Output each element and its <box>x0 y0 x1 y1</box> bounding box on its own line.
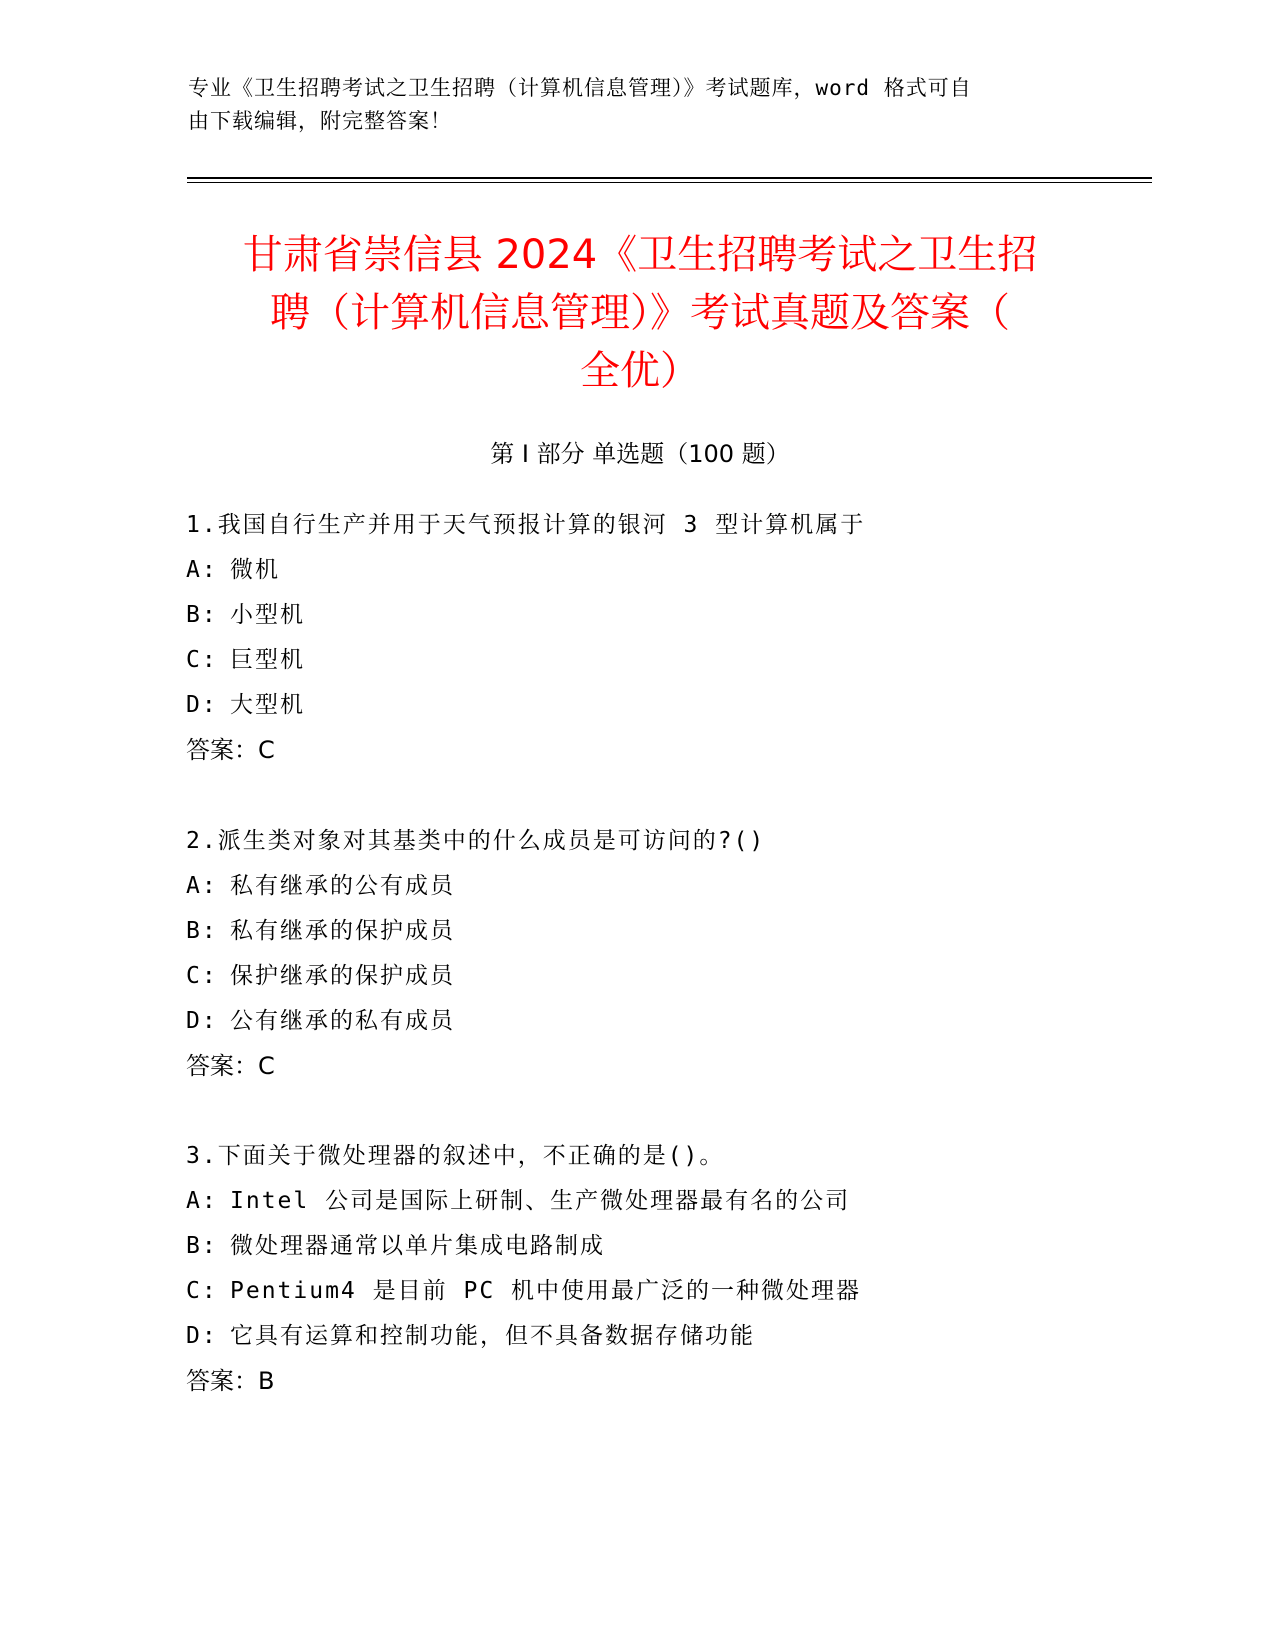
option-c <box>186 954 1186 999</box>
section-title: 第 I 部分 单选题（100 题） <box>490 440 790 468</box>
question-stem: 2.派生类对象对其基类中的什么成员是可访问的?() <box>186 828 766 854</box>
option-text: 私有继承的公有成员 <box>230 873 455 899</box>
option-a <box>186 1179 1186 1224</box>
option-label: D: <box>186 1008 218 1034</box>
document-title-line-1: 甘肃省崇信县 2024《卫生招聘考试之卫生招 <box>242 232 1038 278</box>
document-title-line-3: 全优） <box>580 348 700 394</box>
option-label: B: <box>186 918 218 944</box>
option-text: 大型机 <box>230 692 305 718</box>
option-label: C: <box>186 963 218 989</box>
question-3 <box>186 1134 1186 1404</box>
option-text: 它具有运算和控制功能，但不具备数据存储功能 <box>230 1323 755 1349</box>
option-b <box>186 593 1186 638</box>
option-label: D: <box>186 692 218 718</box>
header-note <box>188 72 1088 138</box>
question-2 <box>186 819 1186 1089</box>
option-c <box>186 638 1186 683</box>
option-label: B: <box>186 1233 218 1259</box>
answer: 答案：B <box>186 1367 275 1395</box>
document-title <box>180 226 1100 400</box>
header-rule-thin <box>187 182 1152 183</box>
option-text: 巨型机 <box>230 647 305 673</box>
answer: 答案：C <box>186 1052 275 1080</box>
option-c <box>186 1269 1186 1314</box>
header-rule-thick <box>187 177 1152 179</box>
option-a <box>186 864 1186 909</box>
question-stem: 3.下面关于微处理器的叙述中，不正确的是()。 <box>186 1143 725 1169</box>
option-text: 微机 <box>230 557 280 583</box>
option-label: B: <box>186 602 218 628</box>
option-d <box>186 1314 1186 1359</box>
question-stem: 1.我国自行生产并用于天气预报计算的银河 3 型计算机属于 <box>186 512 866 538</box>
answer: 答案：C <box>186 736 275 764</box>
question-1 <box>186 503 1186 773</box>
option-text: 保护继承的保护成员 <box>230 963 455 989</box>
option-label: C: <box>186 647 218 673</box>
option-label: A: <box>186 873 218 899</box>
option-label: A: <box>186 1188 218 1214</box>
option-text: 小型机 <box>230 602 305 628</box>
option-text: 公有继承的私有成员 <box>230 1008 455 1034</box>
document-title-line-2: 聘（计算机信息管理）》考试真题及答案（ <box>270 290 1010 336</box>
option-text: Intel 公司是国际上研制、生产微处理器最有名的公司 <box>230 1188 851 1214</box>
option-d <box>186 683 1186 728</box>
option-text: 私有继承的保护成员 <box>230 918 455 944</box>
option-b <box>186 1224 1186 1269</box>
option-text: 微处理器通常以单片集成电路制成 <box>230 1233 605 1259</box>
header-note-line-1: 专业《卫生招聘考试之卫生招聘（计算机信息管理）》考试题库，word 格式可自 <box>188 76 972 100</box>
option-d <box>186 999 1186 1044</box>
option-b <box>186 909 1186 954</box>
option-text: Pentium4 是目前 PC 机中使用最广泛的一种微处理器 <box>230 1278 862 1304</box>
option-label: C: <box>186 1278 218 1304</box>
option-label: A: <box>186 557 218 583</box>
header-note-line-2: 由下载编辑，附完整答案！ <box>188 109 452 133</box>
option-label: D: <box>186 1323 218 1349</box>
option-a <box>186 548 1186 593</box>
